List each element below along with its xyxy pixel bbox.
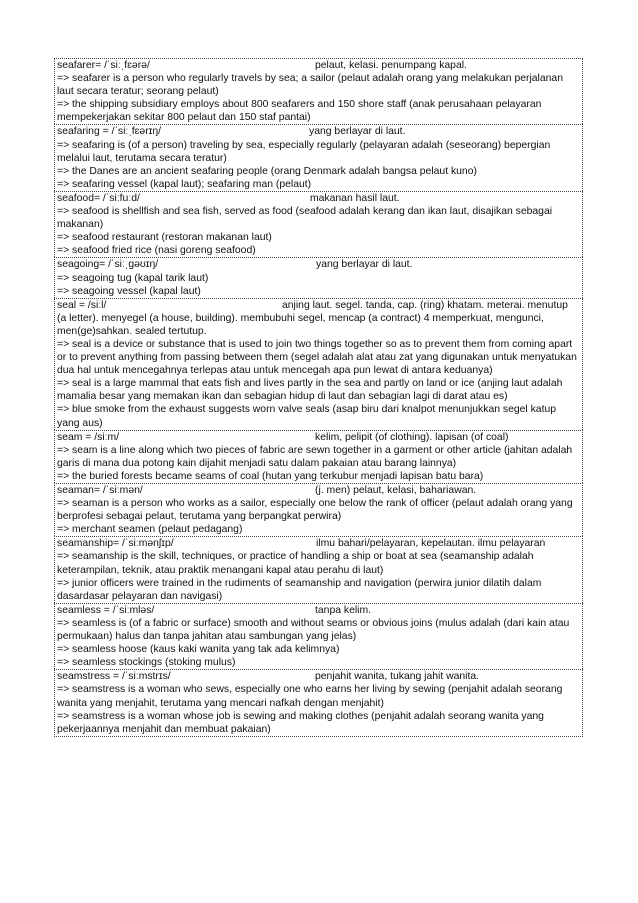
entry-example-line: => seamless is (of a fabric or surface) smooth and without seams or obvious joins (mulus adalah (dari kain atau permukaan) halus dan tanpa jahitan atau sambungan yang jelas) [57, 617, 570, 643]
entry-headline [57, 484, 580, 497]
entry-example-line: => seafaring vessel (kapal laut); seafaring man (pelaut) [57, 178, 312, 190]
entry-meaning: ilmu bahari/pelayaran, kepelautan. ilmu pelayaran [316, 538, 546, 550]
entry-example-line: => the Danes are an ancient seafaring people (orang Denmark adalah bangsa pelaut kuno) [57, 165, 477, 177]
entry-headline [57, 59, 580, 72]
entry-example-line: => seafood restaurant (restoran makanan laut) [57, 232, 272, 244]
entry-example-line: => seafood fried rice (nasi goreng seafood) [57, 245, 256, 257]
entry-headline [57, 258, 580, 271]
dictionary-entry [54, 536, 583, 602]
entry-term: seam = /siːm/ [57, 431, 120, 443]
entry-example-line: => seafood is shellfish and sea fish, served as food (seafood adalah kerang dan ikan laut, disajikan sebagai makanan) [57, 206, 553, 231]
dictionary-entry [54, 191, 583, 257]
entry-example-line: => junior officers were trained in the rudiments of seamanship and navigation (perwira junior dilatih dalam dasardasar pelayaran dan navigasi) [57, 577, 542, 602]
entry-term: seal = /siːl/ [57, 299, 107, 311]
entry-example-line: => seal is a device or substance that is used to join two things together so as to prevent them from coming apart or to prevent anything from passing between them (segel adalah alat atau zat yang digunakan untuk menyatukan dua hal untuk mencegahnya terlepas atau untuk mencegah apa pun lewat di antara keduanya) [57, 338, 577, 377]
entry-headline [57, 604, 580, 617]
dictionary-entry [54, 298, 583, 430]
entry-meaning: yang berlayar di laut. [316, 259, 413, 271]
dictionary-entry [54, 669, 583, 736]
entry-headline [57, 192, 580, 205]
entry-example-line: => blue smoke from the exhaust suggests worn valve seals (asap biru dari knalpot menunjukkan segel katup yang aus) [57, 404, 557, 429]
entry-headline [57, 299, 580, 312]
entry-example-line: => seamstress is a woman who sews, especially one who earns her living by sewing (penjahit adalah seorang wanita yang menjahit, terutama yang mencari nafkah dengan menjahit) [57, 684, 563, 709]
entry-example-line: => the shipping subsidiary employs about 800 seafarers and 150 shore staff (anak perusahaan pelayaran mempekerjakan sekitar 800 pelaut dan 150 staf pantai) [57, 99, 542, 124]
entry-example-line: => seagoing vessel (kapal laut) [57, 285, 201, 297]
entry-meaning: makanan hasil laut. [310, 192, 400, 204]
entry-term: seaman= /ˈsiːmən/ [57, 485, 143, 496]
entry-term: seagoing= /ˈsiːˌɡəʊɪŋ/ [57, 259, 159, 271]
dictionary-entry [54, 483, 583, 536]
entry-example-line: => seamless hoose (kaus kaki wanita yang tak ada kelimnya) [57, 644, 340, 656]
entry-meaning: anjing laut. segel. tanda, cap. (ring) khatam. meterai. menutup [282, 299, 568, 311]
entry-example-line: => seamless stockings (stoking mulus) [57, 657, 236, 669]
entry-example-line: => seal is a large mammal that eats fish and lives partly in the sea and partly on land or ice (anjing laut adalah mamalia besar yang memakan ikan dan sebagian hidup di laut dan sebagian lagi di darat atau es) [57, 378, 563, 403]
entry-term: seafaring = /ˈsiːˌfɛərɪŋ/ [57, 126, 162, 138]
entry-example-line: => seaman is a person who works as a sailor, especially one below the rank of officer (pelaut adalah orang yang berprofesi sebagai pelaut, terutama yang berpangkat perwira) [57, 498, 573, 523]
dictionary-entry [54, 124, 583, 190]
entry-example-line: => seamstress is a woman whose job is sewing and making clothes (penjahit adalah seorang wanita yang pekerjaannya menjahit dan membuat pakaian) [57, 710, 544, 735]
entry-meaning: yang berlayar di laut. [309, 126, 406, 138]
entry-headline [57, 670, 580, 683]
dictionary-entry [54, 257, 583, 297]
dictionary-entry [54, 430, 583, 483]
entry-example-line: => seagoing tug (kapal tarik laut) [57, 272, 209, 284]
entry-term: seamstress = /ˈsiːmstrɪs/ [57, 671, 171, 683]
entry-term: seafarer= /ˈsiːˌfɛərə/ [57, 60, 150, 71]
entry-example-line: => merchant seamen (pelaut pedagang) [57, 524, 243, 536]
entry-example-line: => seam is a line along which two pieces of fabric are sewn together in a garment or other article (jahitan adalah garis di mana dua potong kain dijahit menjadi satu dalam pakaian atau barang lainnya) [57, 444, 573, 469]
entry-meaning: kelim, pelipit (of clothing). lapisan (of coal) [315, 431, 509, 443]
entry-term: seafood= /ˈsiːfuːd/ [57, 192, 140, 204]
entry-headline [57, 125, 580, 138]
dictionary-entry [54, 603, 583, 669]
entry-meaning: tanpa kelim. [315, 604, 372, 616]
dictionary-entry [54, 58, 583, 124]
entry-example-line: => seafarer is a person who regularly travels by sea; a sailor (pelaut adalah orang yang melakukan perjalanan laut secara teratur; seorang pelaut) [57, 73, 563, 98]
entry-term: seamanship= /ˈsiːmənʃɪp/ [57, 538, 174, 550]
entry-example-line: => seafaring is (of a person) traveling by sea, especially regularly (pelayaran adalah (seseorang) bepergian melalui laut, terutama secara teratur) [57, 139, 551, 164]
entry-example-line: => seamanship is the skill, techniques, or practice of handling a ship or boat at sea (seamanship adalah keterampilan, teknik, atau praktik menangani kapal atau perahu di laut) [57, 551, 534, 576]
entry-meaning: penjahit wanita, tukang jahit wanita. [315, 671, 480, 683]
entry-headline [57, 537, 580, 550]
entry-meaning: (j. men) pelaut, kelasi, bahariawan. [315, 485, 477, 496]
entry-example-line: => the buried forests became seams of coal (hutan yang terkubur menjadi lapisan batu bara) [57, 470, 484, 482]
entry-term: seamless = /ˈsiːmləs/ [57, 604, 155, 616]
dictionary-page [54, 58, 583, 737]
entry-example-line: (a letter). menyegel (a house, building). membubuhi segel, mencap (a contract) 4 memperkuat, mengunci, men(ge)sahkan. sealed tertutup. [57, 312, 544, 337]
entry-meaning: pelaut, kelasi. penumpang kapal. [315, 60, 467, 71]
entry-headline [57, 431, 580, 444]
